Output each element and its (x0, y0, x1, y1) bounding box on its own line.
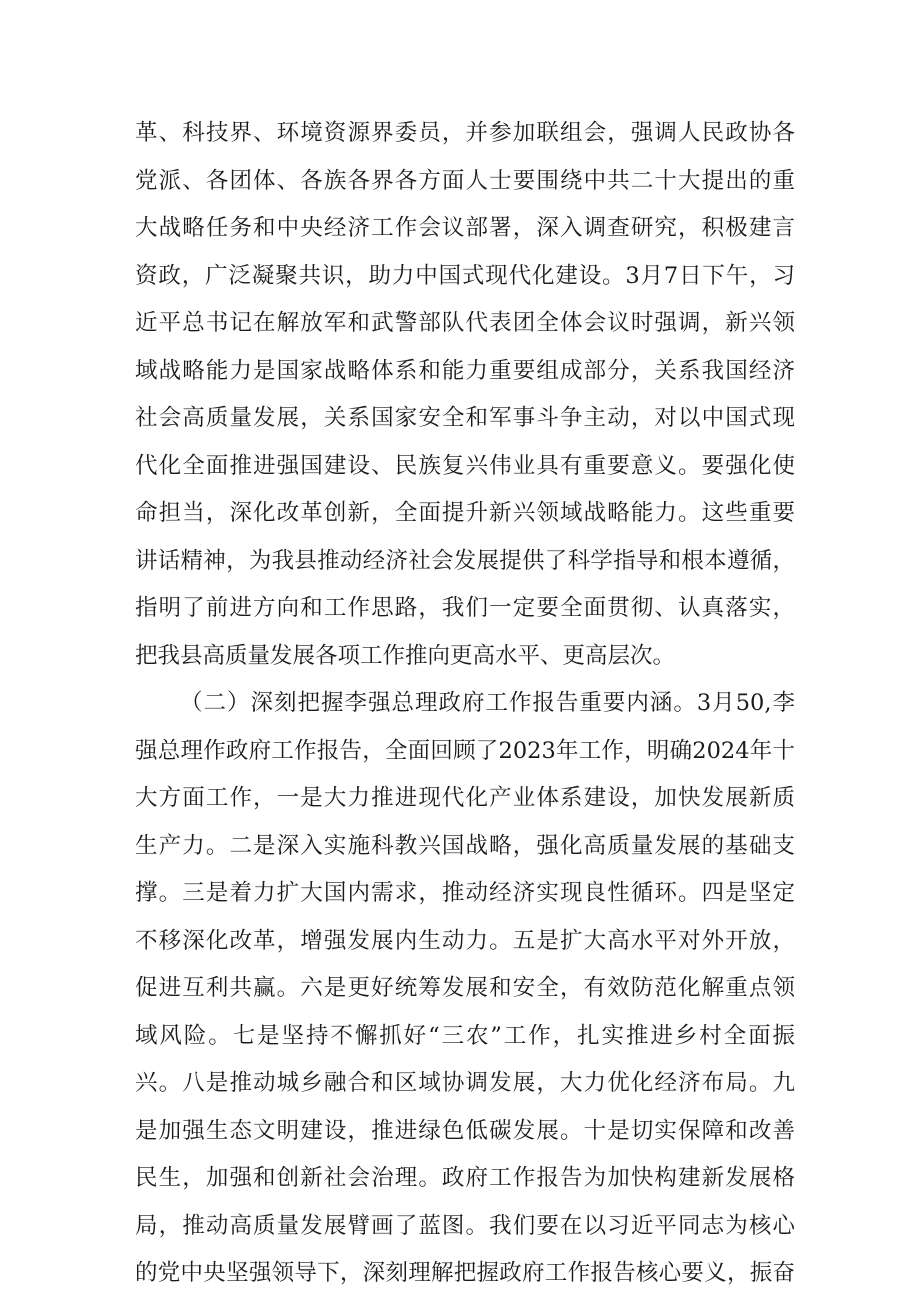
text-line: 促进互利共赢。六是更好统筹发展和安全，有效防范化解重点领 (135, 975, 795, 1001)
text-line: 党派、各团体、各族各界各方面人士要围绕中共二十大提出的重 (135, 167, 795, 194)
text-line: 强总理作政府工作报告，全面回顾了2023年工作，明确2024年十 (135, 737, 795, 764)
text-line: 域风险。七是坚持不懈抓好“三农”工作，扎实推进乡村全面振 (135, 1022, 795, 1049)
section-heading-line: （二）深刻把握李强总理政府工作报告重要内涵。3月50,李 (180, 690, 795, 716)
text-line: 撑。三是着力扩大国内需求，推动经济实现良性循环。四是坚定 (135, 880, 795, 906)
text-line: 资政，广泛凝聚共识，助力中国式现代化建设。3月7日下午，习 (135, 262, 795, 289)
text-line: 指明了前进方向和工作思路，我们一定要全面贯彻、认真落实， (135, 595, 795, 621)
text-line: 生产力。二是深入实施科教兴国战略，强化高质量发展的基础支 (135, 832, 795, 859)
text-line: 把我县高质量发展各项工作推向更高水平、更高层次。 (135, 642, 676, 669)
document-body (135, 110, 795, 1298)
text-line: 局，推动高质量发展臂画了蓝图。我们要在以习近平同志为核心 (135, 1212, 795, 1239)
text-line: 近平总书记在解放军和武警部队代表团全体会议时强调，新兴领 (135, 310, 795, 336)
text-line: 革、科技界、环境资源界委员，并参加联组会，强调人民政协各 (135, 120, 795, 146)
text-line: 是加强生态文明建设，推进绿色低碳发展。十是切实保障和改善 (135, 1117, 795, 1144)
text-line: 的党中央坚强领导下，深刻理解把握政府工作报告核心要义，振奋 (135, 1260, 795, 1286)
text-line: 兴。八是推动城乡融合和区域协调发展，大力优化经济布局。九 (135, 1070, 795, 1096)
text-line: 域战略能力是国家战略体系和能力重要组成部分，关系我国经济 (135, 357, 795, 384)
text-line: 民生，加强和创新社会治理。政府工作报告为加快构建新发展格 (135, 1165, 795, 1191)
text-line: 社会高质量发展，关系国家安全和军事斗争主动，对以中国式现 (135, 405, 795, 431)
text-line: 大方面工作，一是大力推进现代化产业体系建设，加快发展新质 (135, 785, 795, 811)
text-line: 大战略任务和中央经济工作会议部署，深入调查研究，积极建言 (135, 215, 795, 241)
text-line: 不移深化改革，增强发展内生动力。五是扩大高水平对外开放， (135, 927, 795, 954)
text-line: 代化全面推进强国建设、民族复兴伟业具有重要意义。要强化使 (135, 452, 795, 479)
text-line: 讲话精神，为我县推动经济社会发展提供了科学指导和根本遵循， (135, 547, 795, 574)
text-line: 命担当，深化改革创新，全面提升新兴领域战略能力。这些重要 (135, 500, 795, 526)
